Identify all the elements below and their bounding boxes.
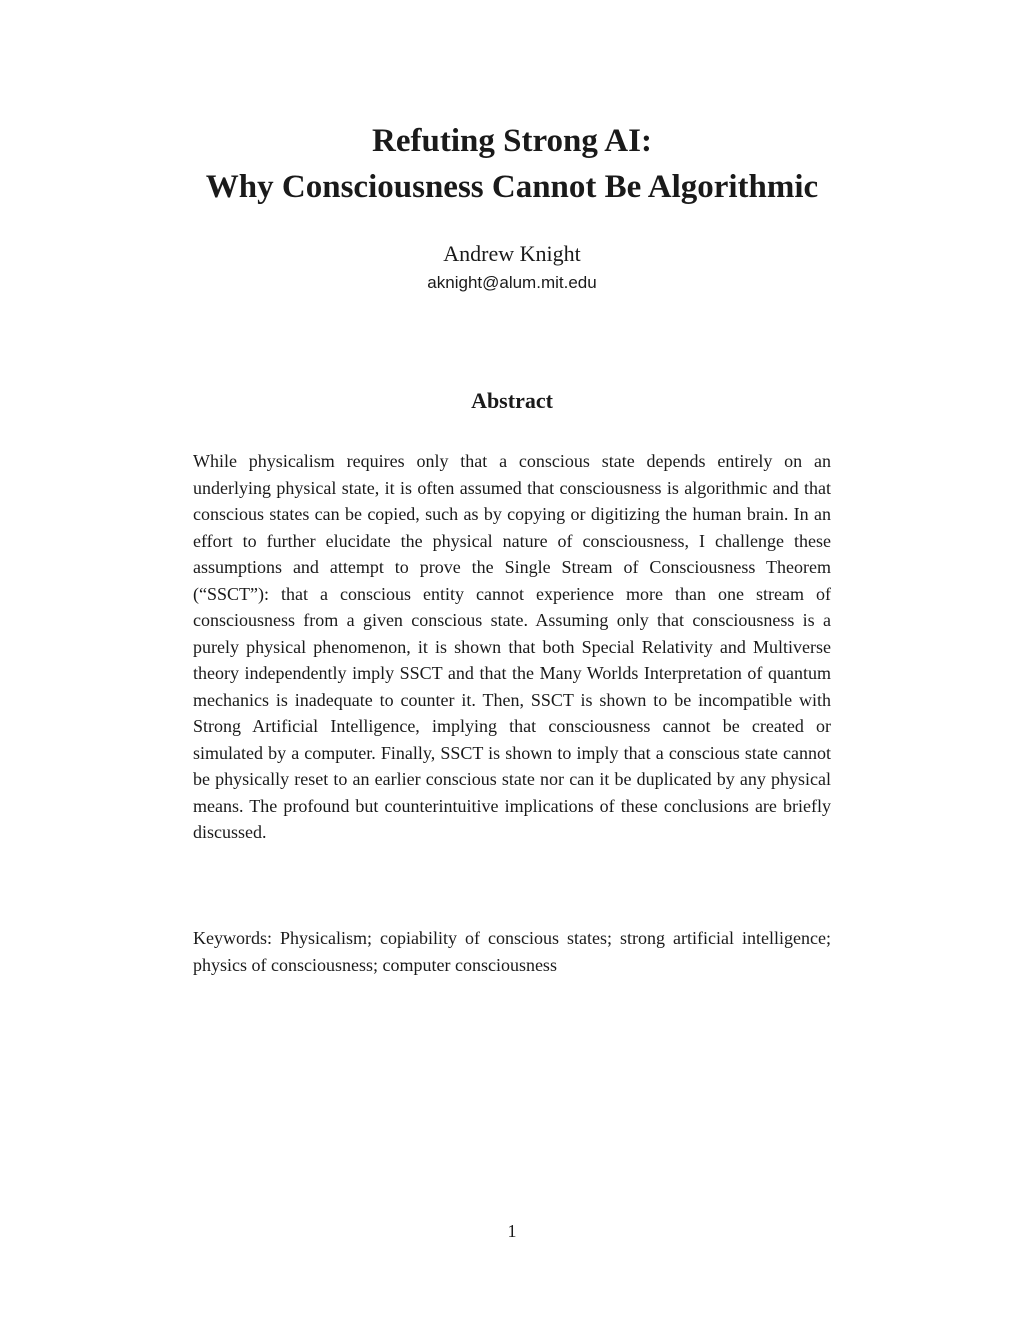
title-line-1: Refuting Strong AI: (372, 123, 652, 159)
author-email: aknight@alum.mit.edu (427, 273, 597, 292)
abstract-text: While physicalism requires only that a conscious state depends entirely on an underlying physical state, it is often assumed that consciousness is algorithmic and that conscious states can be copied, such as by copying or digitizing the human brain. In an effort to further elucidate the physical nature of consciousness, I challenge these assumptions and attempt to prove the Single Stream of Consciousness Theorem (“SSCT”): that a conscious entity cannot experience more than one stream of consciousness from a given conscious state. Assuming only that consciousness is a purely physical phenomenon, it is shown that both Special Relativity and Multiverse theory independently imply SSCT and that the Many Worlds Interpretation of quantum mechanics is inadequate to counter it. Then, SSCT is shown to be incompatible with Strong Artificial Intelligence, implying that consciousness cannot be created or simulated by a computer. Finally, SSCT is shown to imply that a conscious state cannot be physically reset to an earlier conscious state nor can it be duplicated by any physical means. The profound but counterintuitive implications of these conclusions are briefly discussed. (193, 451, 831, 842)
page-number: 1 (507, 1221, 517, 1241)
abstract-heading: Abstract (471, 388, 553, 413)
title-line-2: Why Consciousness Cannot Be Algorithmic (205, 169, 819, 205)
author-name: Andrew Knight (443, 241, 581, 266)
paper-title (0, 118, 1024, 210)
keywords: Keywords: Physicalism; copiability of conscious states; strong artificial intelligence; physics of consciousness; computer consciousness (193, 928, 831, 975)
